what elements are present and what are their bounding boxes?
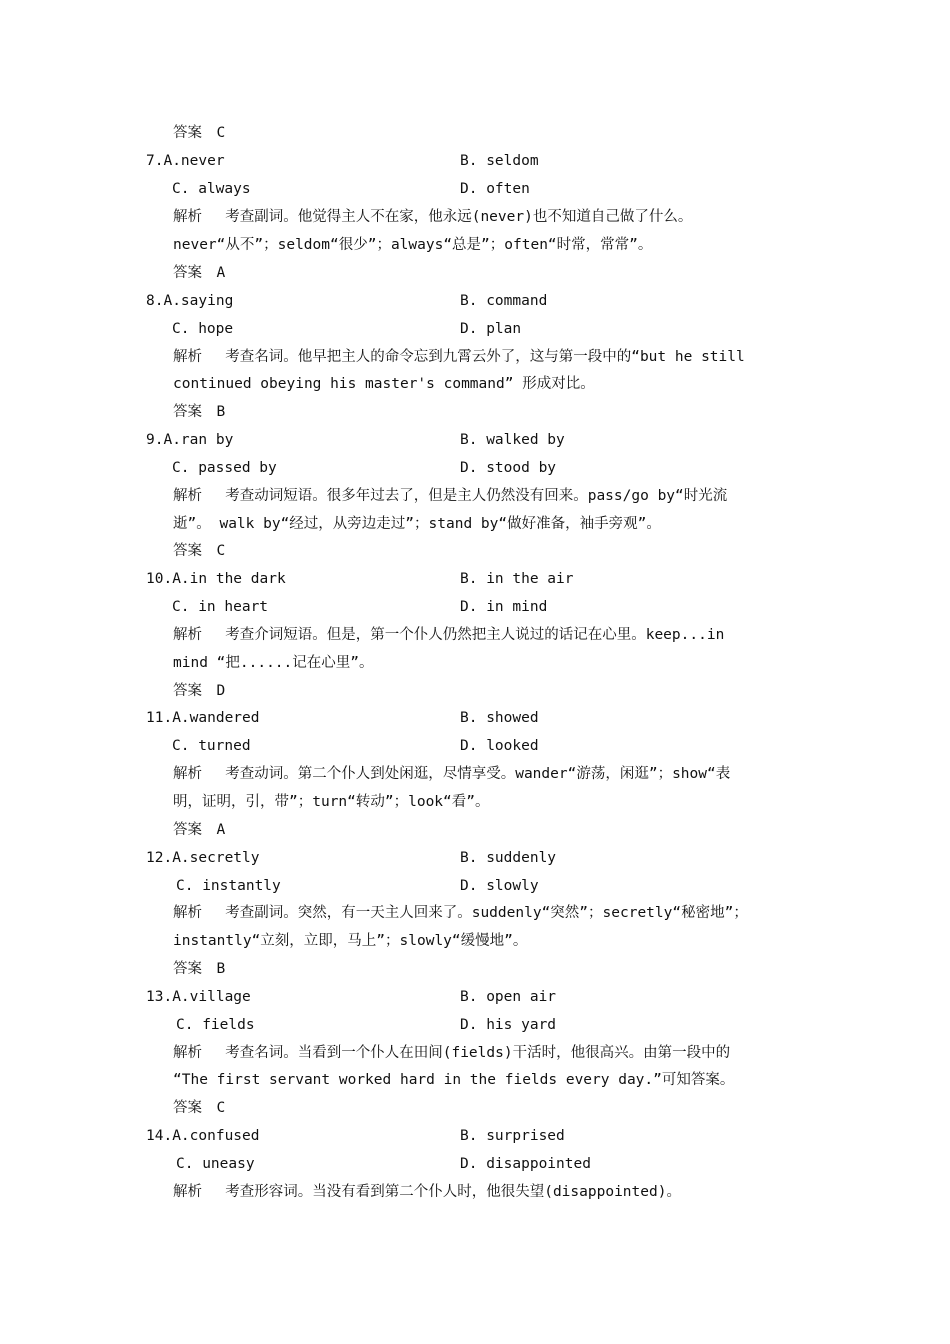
answer-line: 答案 B — [173, 961, 226, 977]
option-a: 8.A.saying — [146, 293, 234, 309]
analysis-line: mind “把......记在心里”。 — [173, 655, 374, 671]
question-number: 9. — [146, 432, 164, 448]
analysis-line: never“从不”；seldom“很少”；always“总是”；often“时常，常常”。 — [173, 237, 653, 253]
option-c: C. turned — [172, 738, 251, 754]
option-a: 10.A.in the dark — [146, 571, 286, 587]
option-b: B. open air — [460, 989, 557, 1005]
option-c: C. hope — [172, 321, 234, 337]
option-c: C. fields — [176, 1017, 255, 1033]
option-a: 9.A.ran by — [146, 432, 234, 448]
option-b: B. seldom — [460, 153, 539, 169]
answer-line: 答案 C — [173, 125, 226, 141]
option-d: D. his yard — [460, 1017, 557, 1033]
analysis-line: 解析 考查副词。他觉得主人不在家，他永远(never)也不知道自己做了什么。 — [173, 209, 693, 225]
option-c: C. in heart — [172, 599, 269, 615]
option-b: B. in the air — [460, 571, 574, 587]
question-number: 8. — [146, 293, 164, 309]
analysis-line: 明，证明，引，带”；turn“转动”；look“看”。 — [173, 794, 490, 810]
option-d: D. stood by — [460, 460, 557, 476]
answer-line: 答案 A — [173, 265, 226, 281]
answer-line: 答案 C — [173, 543, 226, 559]
analysis-line: 解析 考查动词短语。很多年过去了，但是主人仍然没有回来。pass/go by“时光流 — [173, 488, 728, 504]
question-number: 10. — [146, 571, 173, 587]
analysis-line: instantly“立刻，立即，马上”；slowly“缓慢地”。 — [173, 933, 528, 949]
option-d: D. slowly — [460, 878, 539, 894]
option-b: B. command — [460, 293, 548, 309]
analysis-line: 解析 考查名词。他早把主人的命令忘到九霄云外了，这与第一段中的“but he still — [173, 349, 745, 365]
option-c: C. instantly — [176, 878, 281, 894]
analysis-line: “The first servant worked hard in the fields every day.”可知答案。 — [173, 1072, 735, 1088]
option-d: D. in mind — [460, 599, 548, 615]
analysis-line: 解析 考查动词。第二个仆人到处闲逛，尽情享受。wander“游荡，闲逛”；show“表 — [173, 766, 731, 782]
answer-line: 答案 D — [173, 683, 226, 699]
option-c: C. always — [172, 181, 251, 197]
analysis-line: continued obeying his master's command” 形成对比。 — [173, 376, 595, 392]
option-d: D. plan — [460, 321, 522, 337]
option-a: 14.A.confused — [146, 1128, 260, 1144]
analysis-line: 逝”。 walk by“经过，从旁边走过”；stand by“做好准备，袖手旁观”。 — [173, 516, 661, 532]
option-a: 12.A.secretly — [146, 850, 260, 866]
question-number: 7. — [146, 153, 164, 169]
option-b: B. suddenly — [460, 850, 557, 866]
question-number: 14. — [146, 1128, 173, 1144]
answer-line: 答案 A — [173, 822, 226, 838]
answer-line: 答案 B — [173, 404, 226, 420]
question-number: 12. — [146, 850, 173, 866]
option-c: C. uneasy — [176, 1156, 255, 1172]
question-number: 11. — [146, 710, 173, 726]
option-a: 13.A.village — [146, 989, 251, 1005]
answer-line: 答案 C — [173, 1100, 226, 1116]
option-c: C. passed by — [172, 460, 277, 476]
option-d: D. looked — [460, 738, 539, 754]
option-b: B. surprised — [460, 1128, 565, 1144]
option-b: B. showed — [460, 710, 539, 726]
option-a: 11.A.wandered — [146, 710, 260, 726]
analysis-line: 解析 考查副词。突然，有一天主人回来了。suddenly“突然”；secretly“秘密地”； — [173, 905, 748, 921]
option-d: D. often — [460, 181, 530, 197]
question-number: 13. — [146, 989, 173, 1005]
option-a: 7.A.never — [146, 153, 225, 169]
analysis-line: 解析 考查介词短语。但是，第一个仆人仍然把主人说过的话记在心里。keep...in — [173, 627, 725, 643]
analysis-line: 解析 考查形容词。当没有看到第二个仆人时，他很失望(disappointed)。 — [173, 1184, 681, 1200]
analysis-line: 解析 考查名词。当看到一个仆人在田间(fields)干活时，他很高兴。由第一段中的 — [173, 1045, 731, 1061]
option-d: D. disappointed — [460, 1156, 591, 1172]
option-b: B. walked by — [460, 432, 565, 448]
